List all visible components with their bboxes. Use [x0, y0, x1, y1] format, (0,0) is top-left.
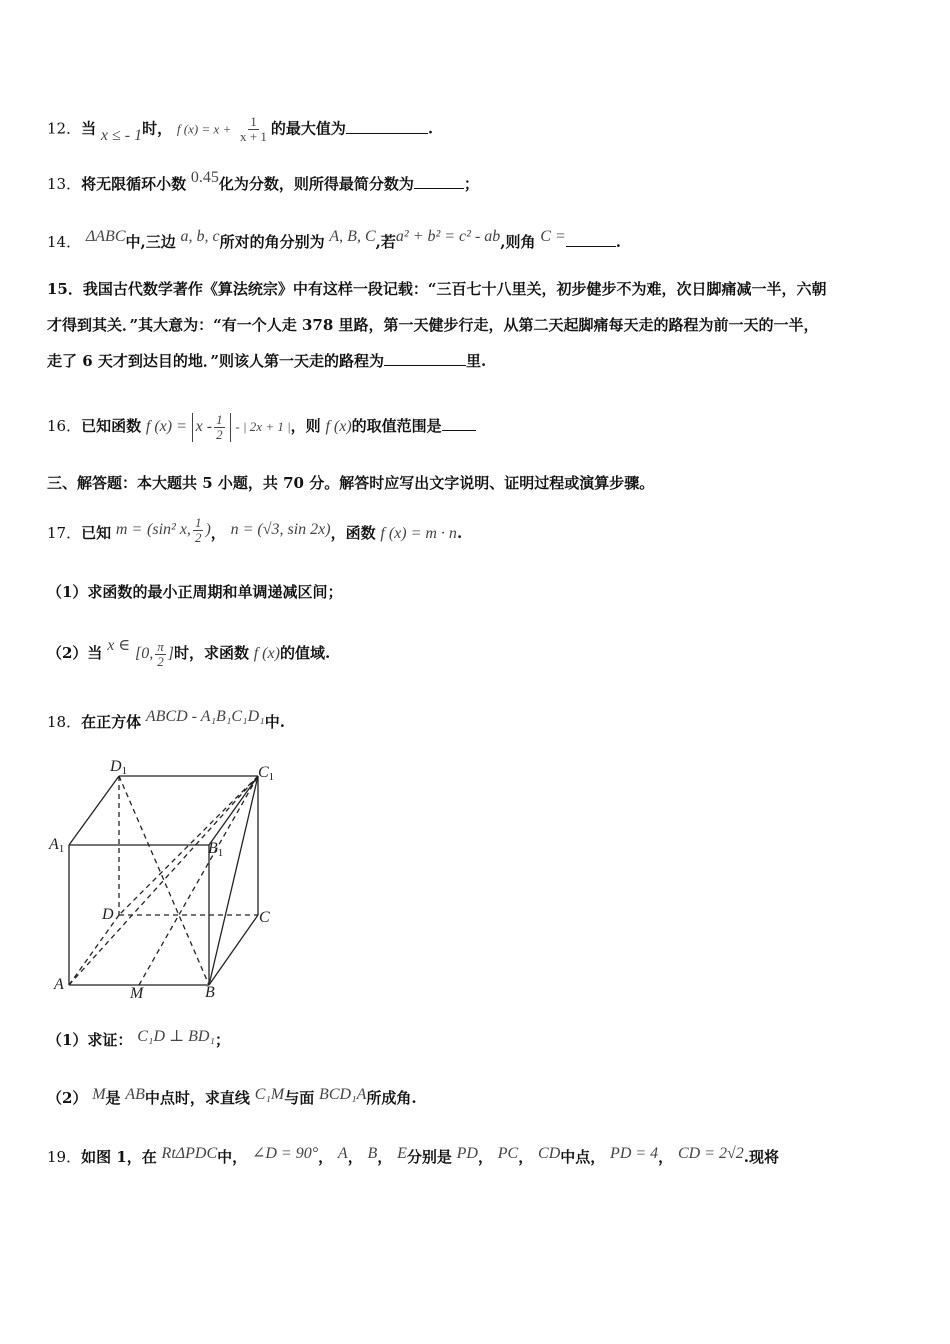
q13-repeating-decimal: 0.45	[190, 169, 219, 186]
label-a: A	[54, 976, 64, 993]
q12-function: f (x) = x +	[176, 121, 232, 137]
q18-part-1: （1）求证： C₁D ⊥ BD₁；	[47, 1028, 230, 1049]
q12-fraction: $\frac{1}{x + 1}$	[240, 114, 267, 144]
question-12: 12．当 x ≤ - 1时， f (x) = x + $\frac{1}{x + 1}$ 的最大值为 .	[47, 114, 434, 144]
label-d: D	[102, 906, 114, 923]
answer-blank[interactable]	[442, 416, 476, 431]
label-b: B	[205, 984, 215, 1001]
question-16: 16．已知函数 f (x) = x - $\frac{1}{2}$ - | 2x + 1 |，则 f (x)的取值范围是	[47, 413, 476, 442]
edge-b-c	[209, 915, 258, 985]
edge-a1-d1	[69, 776, 119, 845]
q17-part-2: （2）当 x ∈ [0, $\frac{\pi}{2}$ ]时，求函数 f (x)的值域.	[47, 637, 331, 669]
question-14: 14． ΔABC中,三边 a, b, c所对的角分别为 A, B, C,若a² + b² = c² - ab,则角 C = .	[47, 228, 621, 251]
q12-condition: x ≤ - 1	[100, 126, 143, 144]
question-19: 19．如图 1，在 RtΔPDC中， ∠D = 90°， A， B， E分别是 PD， PC， CD中点， PD = 4， CD = 2√2.现将	[47, 1145, 780, 1166]
answer-blank[interactable]	[346, 119, 428, 134]
q17-part-1: （1）求函数的最小正周期和单调递减区间；	[47, 583, 343, 601]
question-13: 13．将无限循环小数 0.45化为分数，则所得最简分数为 ；	[47, 169, 479, 193]
diag-a-c1	[69, 776, 258, 985]
q12-number: 12．	[47, 119, 82, 138]
answer-blank[interactable]	[414, 174, 464, 189]
edge-b1-c1	[209, 776, 258, 845]
label-d1: D1	[110, 758, 128, 777]
abs-value: x - $\frac{1}{2}$	[192, 413, 231, 442]
label-b1: B1	[208, 840, 224, 859]
label-c1: C1	[258, 764, 275, 783]
cube-figure	[44, 755, 284, 1005]
line-b-c1	[209, 776, 258, 985]
diag-d1-b	[119, 776, 209, 985]
label-a1: A1	[49, 836, 65, 855]
answer-blank[interactable]	[384, 351, 466, 366]
line-m-c1	[139, 776, 258, 985]
q18-part-2: （2） M是 AB中点时，求直线 C₁M与面 BCD₁A所成角.	[47, 1086, 417, 1107]
edge-a-d	[69, 915, 119, 985]
question-18: 18．在正方体 ABCD - A₁B₁C₁D₁中.	[47, 708, 285, 731]
question-15: 15．我国古代数学著作《算法统宗》中有这样一段记载：“三百七十八里关，初步健步不为难，次日脚痛减一半，六朝 才得到其关．”其大意为：“有一个人走 378 里路，第一天健步行走，从第二天起脚痛每天走的路程为前一天的一半， 走了 6 天才到达目的地．”则该人第一天走的路程为 里.	[47, 280, 827, 370]
question-17: 17．已知 m = (sin² x, $\frac{1}{2}$ )， n = (√3, sin 2x)，函数 f (x) = m · n.	[47, 515, 463, 545]
answer-blank[interactable]	[566, 232, 616, 247]
label-c: C	[259, 909, 270, 926]
label-m: M	[130, 985, 144, 1002]
section-heading: 三、解答题：本大题共 5 小题，共 70 分。解答时应写出文字说明、证明过程或演算步骤。	[47, 474, 655, 492]
